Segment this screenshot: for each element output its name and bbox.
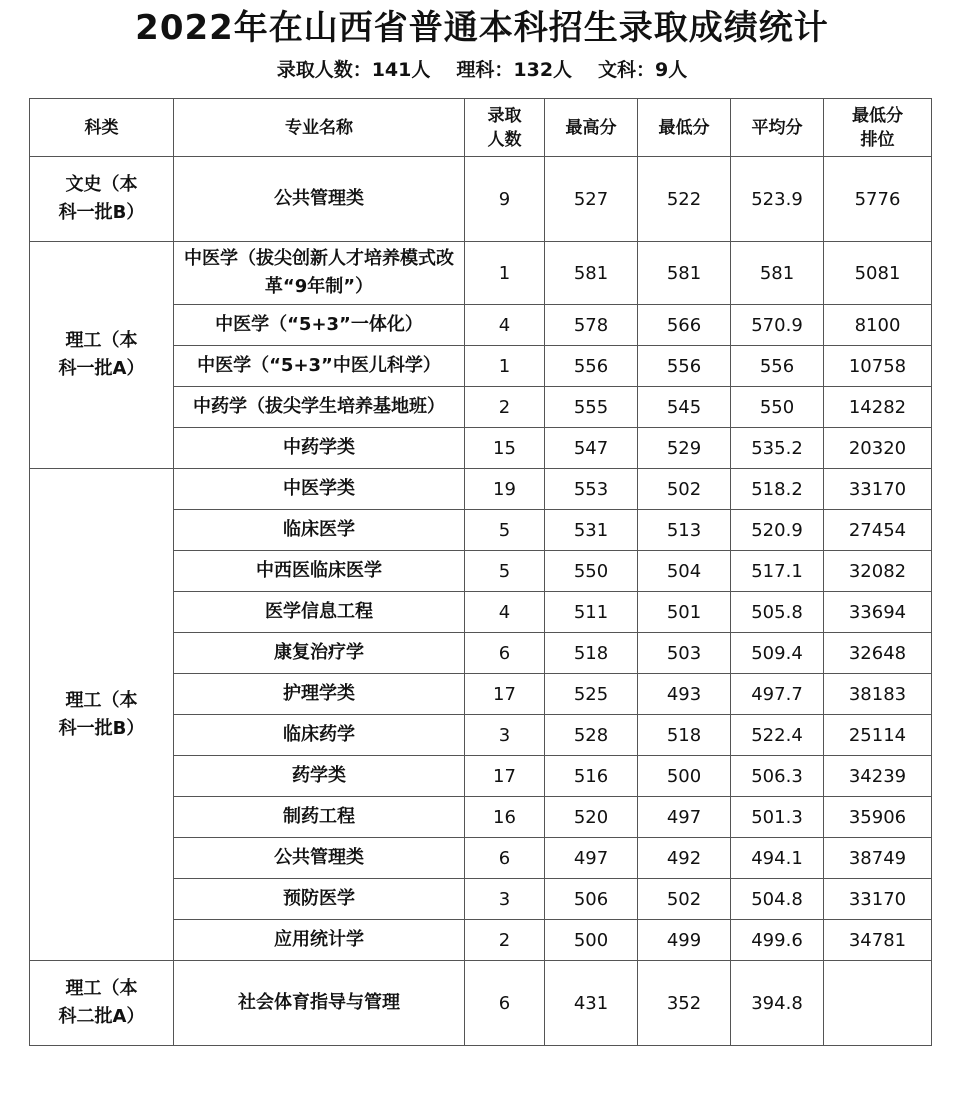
admitted-cell: 4 [465, 305, 545, 346]
admitted-cell: 2 [465, 920, 545, 961]
max-score-cell: 431 [545, 961, 638, 1046]
min-score-cell: 503 [638, 633, 731, 674]
max-score-cell: 555 [545, 387, 638, 428]
major-cell: 中药学（拔尖学生培养基地班） [174, 387, 465, 428]
admitted-cell: 6 [465, 961, 545, 1046]
rank-cell: 14282 [824, 387, 932, 428]
admitted-cell: 6 [465, 838, 545, 879]
avg-score-cell: 517.1 [731, 551, 824, 592]
header-major: 专业名称 [174, 99, 465, 157]
avg-score-cell: 520.9 [731, 510, 824, 551]
min-score-cell: 566 [638, 305, 731, 346]
max-score-cell: 553 [545, 469, 638, 510]
max-score-cell: 550 [545, 551, 638, 592]
header-admitted: 录取人数 [465, 99, 545, 157]
admitted-cell: 16 [465, 797, 545, 838]
arts-admitted: 文科：9人 [598, 59, 688, 81]
admitted-cell: 15 [465, 428, 545, 469]
min-score-cell: 504 [638, 551, 731, 592]
avg-score-cell: 494.1 [731, 838, 824, 879]
max-score-cell: 520 [545, 797, 638, 838]
header-rank: 最低分排位 [824, 99, 932, 157]
table-body [30, 157, 932, 1046]
page-title: 2022年在山西省普通本科招生录取成绩统计 [135, 8, 829, 48]
max-score-cell: 506 [545, 879, 638, 920]
rank-cell: 38749 [824, 838, 932, 879]
min-score-cell: 545 [638, 387, 731, 428]
min-score-cell: 513 [638, 510, 731, 551]
table-header [30, 99, 932, 157]
avg-score-cell: 550 [731, 387, 824, 428]
min-score-cell: 499 [638, 920, 731, 961]
admitted-cell: 3 [465, 715, 545, 756]
avg-score-cell: 518.2 [731, 469, 824, 510]
max-score-cell: 516 [545, 756, 638, 797]
rank-cell: 35906 [824, 797, 932, 838]
major-cell: 中西医临床医学 [174, 551, 465, 592]
admitted-cell: 4 [465, 592, 545, 633]
rank-cell: 27454 [824, 510, 932, 551]
admitted-cell: 6 [465, 633, 545, 674]
avg-score-cell: 509.4 [731, 633, 824, 674]
major-cell: 预防医学 [174, 879, 465, 920]
major-cell: 临床医学 [174, 510, 465, 551]
major-cell: 公共管理类 [174, 838, 465, 879]
avg-score-cell: 394.8 [731, 961, 824, 1046]
major-cell: 中医学类 [174, 469, 465, 510]
admitted-cell: 5 [465, 510, 545, 551]
rank-cell: 20320 [824, 428, 932, 469]
max-score-cell: 518 [545, 633, 638, 674]
rank-cell: 32082 [824, 551, 932, 592]
max-score-cell: 581 [545, 242, 638, 305]
admitted-cell: 1 [465, 346, 545, 387]
min-score-cell: 502 [638, 879, 731, 920]
min-score-cell: 493 [638, 674, 731, 715]
min-score-cell: 501 [638, 592, 731, 633]
major-cell: 药学类 [174, 756, 465, 797]
avg-score-cell: 499.6 [731, 920, 824, 961]
category-cell: 理工（本科二批A） [30, 961, 174, 1046]
min-score-cell: 497 [638, 797, 731, 838]
rank-cell: 33694 [824, 592, 932, 633]
max-score-cell: 547 [545, 428, 638, 469]
avg-score-cell: 522.4 [731, 715, 824, 756]
major-cell: 社会体育指导与管理 [174, 961, 465, 1046]
major-cell: 制药工程 [174, 797, 465, 838]
table-row [30, 469, 932, 510]
rank-cell [824, 961, 932, 1046]
table-row [30, 961, 932, 1046]
major-cell: 中医学（拔尖创新人才培养模式改革“9年制”） [174, 242, 465, 305]
max-score-cell: 497 [545, 838, 638, 879]
min-score-cell: 581 [638, 242, 731, 305]
major-cell: 公共管理类 [174, 157, 465, 242]
admitted-cell: 2 [465, 387, 545, 428]
avg-score-cell: 523.9 [731, 157, 824, 242]
header-max: 最高分 [545, 99, 638, 157]
rank-cell: 33170 [824, 469, 932, 510]
category-cell: 理工（本科一批A） [30, 242, 174, 469]
major-cell: 中医学（“5+3”一体化） [174, 305, 465, 346]
max-score-cell: 528 [545, 715, 638, 756]
table-row [30, 242, 932, 305]
min-score-cell: 502 [638, 469, 731, 510]
major-cell: 医学信息工程 [174, 592, 465, 633]
avg-score-cell: 504.8 [731, 879, 824, 920]
admitted-cell: 3 [465, 879, 545, 920]
rank-cell: 25114 [824, 715, 932, 756]
min-score-cell: 556 [638, 346, 731, 387]
header-min: 最低分 [638, 99, 731, 157]
rank-cell: 5081 [824, 242, 932, 305]
rank-cell: 10758 [824, 346, 932, 387]
avg-score-cell: 501.3 [731, 797, 824, 838]
header-category: 科类 [30, 99, 174, 157]
max-score-cell: 525 [545, 674, 638, 715]
max-score-cell: 527 [545, 157, 638, 242]
rank-cell: 38183 [824, 674, 932, 715]
min-score-cell: 492 [638, 838, 731, 879]
min-score-cell: 529 [638, 428, 731, 469]
avg-score-cell: 497.7 [731, 674, 824, 715]
category-cell: 理工（本科一批B） [30, 469, 174, 961]
avg-score-cell: 505.8 [731, 592, 824, 633]
max-score-cell: 556 [545, 346, 638, 387]
avg-score-cell: 570.9 [731, 305, 824, 346]
avg-score-cell: 556 [731, 346, 824, 387]
min-score-cell: 500 [638, 756, 731, 797]
major-cell: 中药学类 [174, 428, 465, 469]
avg-score-cell: 506.3 [731, 756, 824, 797]
min-score-cell: 522 [638, 157, 731, 242]
table-row [30, 157, 932, 242]
category-cell: 文史（本科一批B） [30, 157, 174, 242]
admitted-cell: 17 [465, 674, 545, 715]
rank-cell: 33170 [824, 879, 932, 920]
admitted-cell: 19 [465, 469, 545, 510]
rank-cell: 34239 [824, 756, 932, 797]
admitted-cell: 9 [465, 157, 545, 242]
major-cell: 临床药学 [174, 715, 465, 756]
max-score-cell: 511 [545, 592, 638, 633]
rank-cell: 34781 [824, 920, 932, 961]
major-cell: 应用统计学 [174, 920, 465, 961]
science-admitted: 理科：132人 [456, 59, 573, 81]
page-subtitle [0, 56, 964, 84]
max-score-cell: 531 [545, 510, 638, 551]
max-score-cell: 500 [545, 920, 638, 961]
major-cell: 康复治疗学 [174, 633, 465, 674]
admitted-cell: 17 [465, 756, 545, 797]
header-avg: 平均分 [731, 99, 824, 157]
max-score-cell: 578 [545, 305, 638, 346]
min-score-cell: 518 [638, 715, 731, 756]
admitted-cell: 5 [465, 551, 545, 592]
min-score-cell: 352 [638, 961, 731, 1046]
major-cell: 中医学（“5+3”中医儿科学） [174, 346, 465, 387]
avg-score-cell: 581 [731, 242, 824, 305]
rank-cell: 32648 [824, 633, 932, 674]
admitted-cell: 1 [465, 242, 545, 305]
admission-score-table [29, 98, 932, 1046]
rank-cell: 8100 [824, 305, 932, 346]
total-admitted: 录取人数：141人 [276, 59, 431, 81]
rank-cell: 5776 [824, 157, 932, 242]
major-cell: 护理学类 [174, 674, 465, 715]
avg-score-cell: 535.2 [731, 428, 824, 469]
